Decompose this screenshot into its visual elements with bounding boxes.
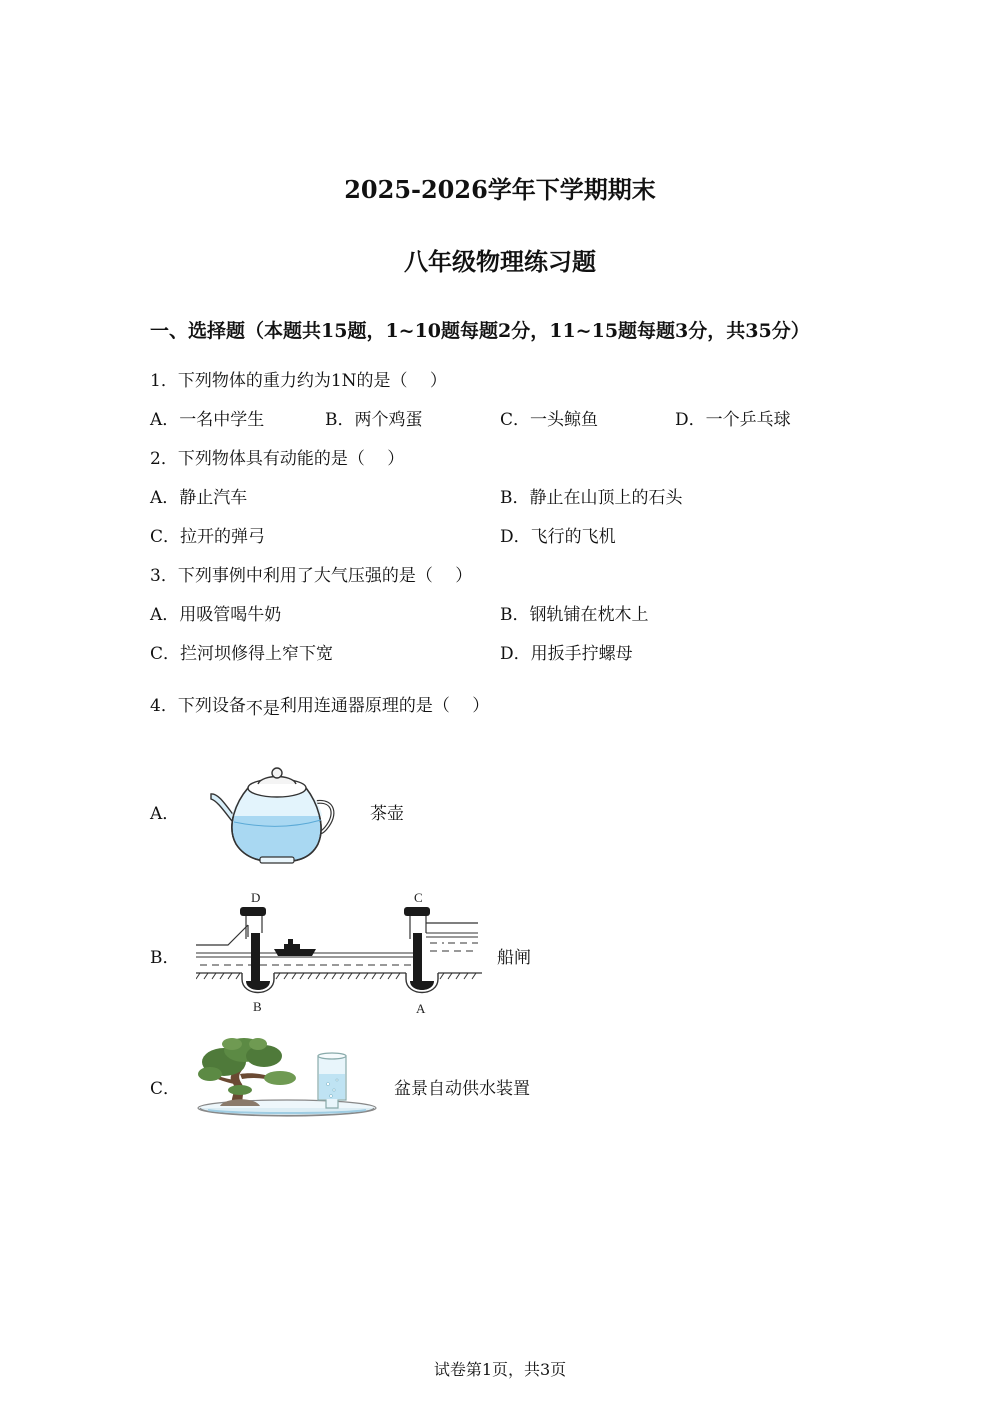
question-4-option-a-letter: A． bbox=[150, 804, 180, 824]
question-4-stem-post: 利用连通器原理的是（ ） bbox=[279, 696, 490, 716]
lock-label-c: C bbox=[414, 890, 423, 905]
question-3-option-a: A．用吸管喝牛奶 bbox=[150, 605, 282, 625]
question-4-option-b-label: 船闸 bbox=[497, 948, 531, 968]
question-1-option-a: A．一名中学生 bbox=[150, 410, 265, 430]
question-1-option-c: C．一头鲸鱼 bbox=[500, 410, 599, 430]
lock-label-d: D bbox=[251, 890, 261, 905]
question-4-option-a-label: 茶壶 bbox=[370, 804, 404, 824]
bonsai-water-supply-image bbox=[194, 1034, 380, 1126]
question-3-stem: 3．下列事例中利用了大气压强的是（ ） bbox=[150, 566, 473, 586]
page-subtitle: 八年级物理练习题 bbox=[404, 247, 596, 276]
question-1-stem: 1．下列物体的重力约为1N的是（ ） bbox=[150, 371, 447, 391]
page-title: 2025-2026学年下学期期末 bbox=[344, 175, 656, 204]
question-4-option-b-letter: B． bbox=[150, 948, 180, 968]
section-heading: 一、选择题（本题共15题，1~10题每题2分，11~15题每题3分，共35分） bbox=[150, 320, 810, 342]
ship-lock-diagram bbox=[196, 889, 482, 1017]
teapot-image bbox=[208, 762, 338, 866]
question-4-option-c-letter: C． bbox=[150, 1079, 181, 1099]
question-3-option-b: B．钢轨铺在枕木上 bbox=[500, 605, 649, 625]
lock-label-b: B bbox=[253, 999, 262, 1014]
question-4-option-c-label: 盆景自动供水装置 bbox=[394, 1079, 530, 1099]
question-2-option-a: A．静止汽车 bbox=[150, 488, 248, 508]
question-2-option-d: D．飞行的飞机 bbox=[500, 527, 616, 547]
question-1-option-d: D．一个乒乓球 bbox=[675, 410, 791, 430]
question-3-option-d: D．用扳手拧螺母 bbox=[500, 644, 633, 664]
question-4-stem bbox=[150, 695, 489, 717]
page-footer: 试卷第1页，共3页 bbox=[433, 1360, 567, 1379]
lock-label-a: A bbox=[416, 1001, 426, 1016]
question-2-option-b: B．静止在山顶上的石头 bbox=[500, 488, 683, 508]
question-1-option-b: B．两个鸡蛋 bbox=[325, 410, 423, 430]
question-4-stem-emphasis: 不是 bbox=[245, 699, 280, 719]
question-3-option-c: C．拦河坝修得上窄下宽 bbox=[150, 644, 334, 664]
question-4-stem-pre: 4．下列设备 bbox=[150, 696, 246, 716]
question-2-option-c: C．拉开的弹弓 bbox=[150, 527, 266, 547]
question-2-stem: 2．下列物体具有动能的是（ ） bbox=[150, 449, 405, 469]
